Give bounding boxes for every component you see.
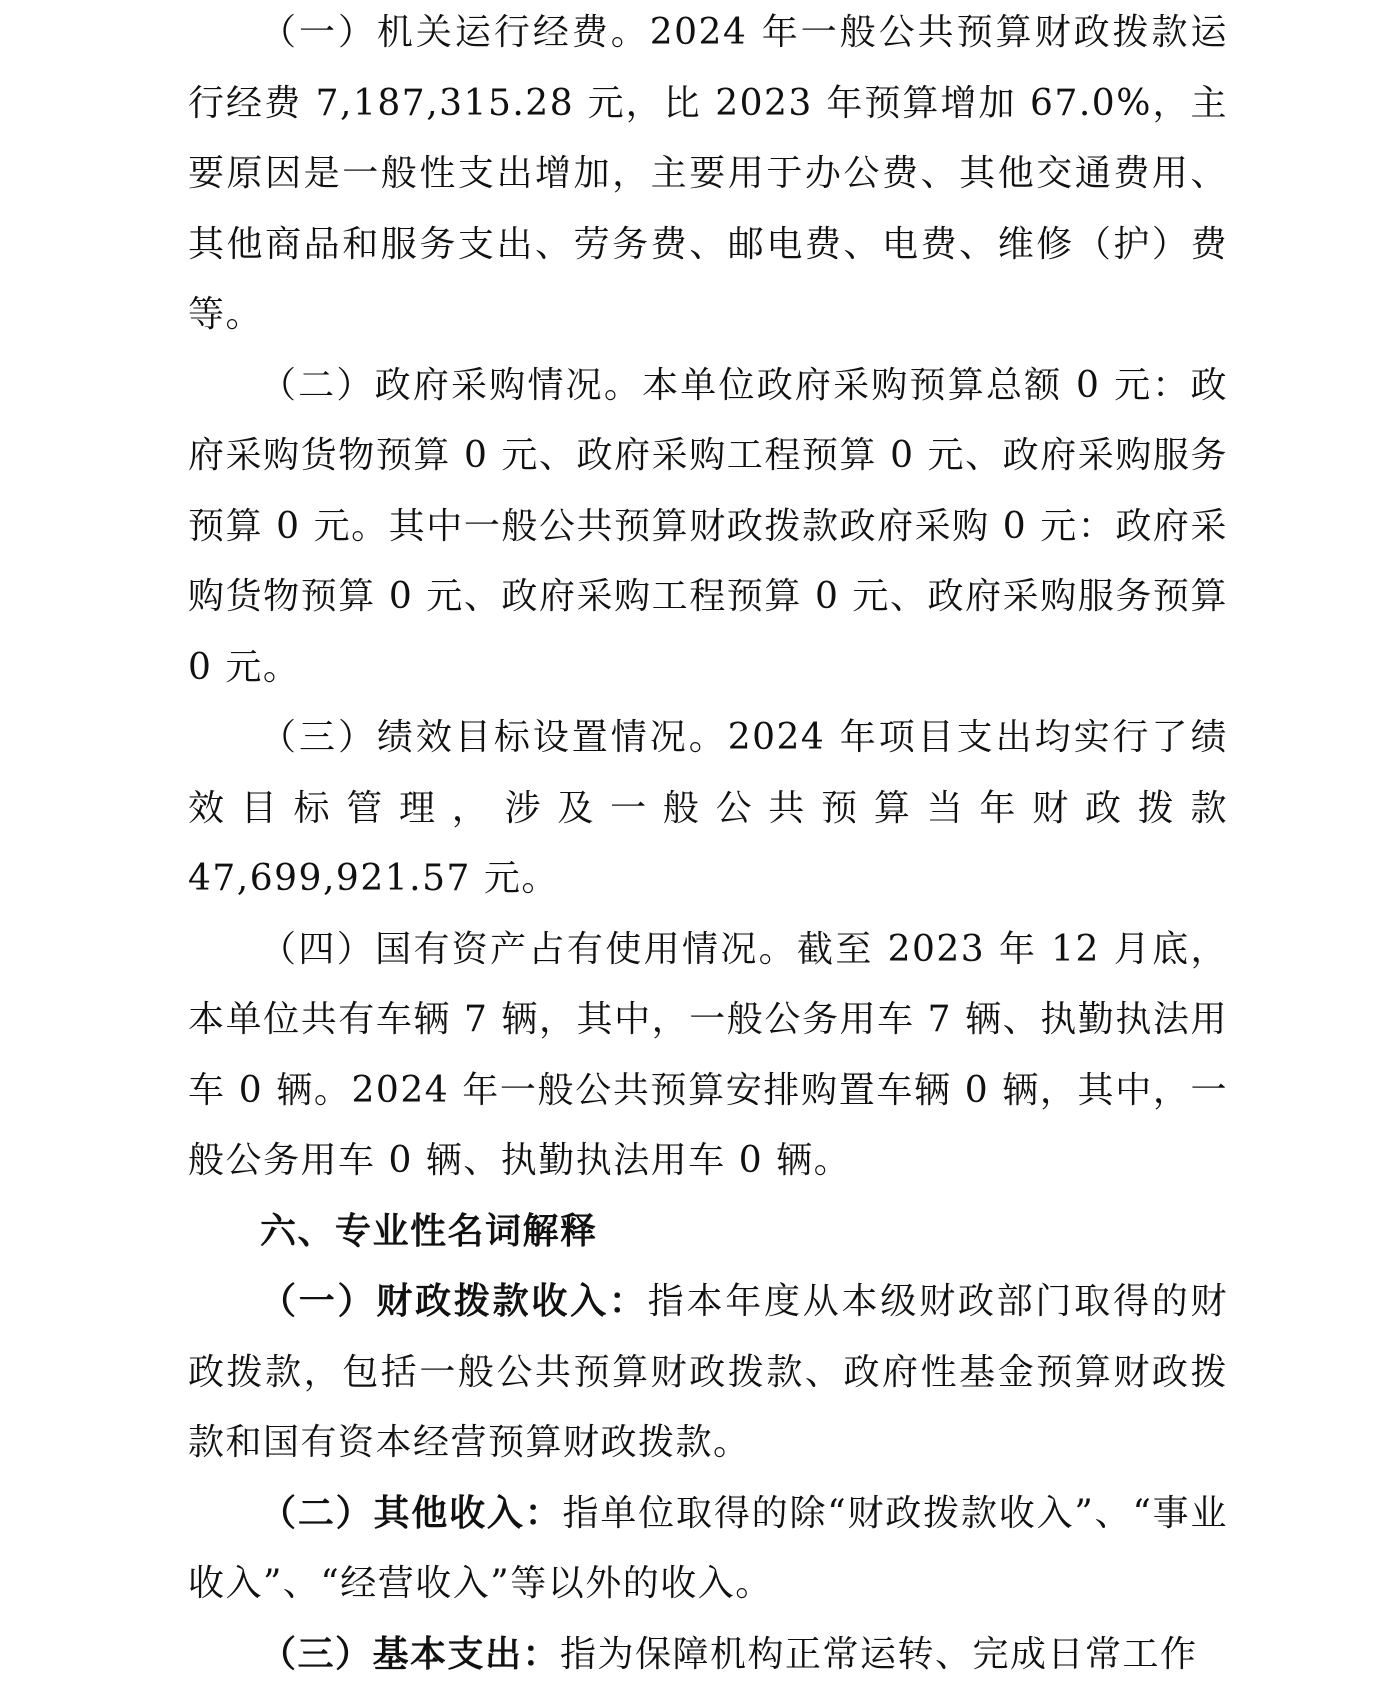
definition-text: 指单位取得的除“财政拨款收入”、“事业收入”、“经营收入”等以外的收入。 (188, 1493, 1228, 1605)
paragraph-state-assets (188, 915, 1228, 1197)
definition-text: 指为保障机构正常运转、完成日常工作 (560, 1634, 1198, 1675)
section-heading: 六、专业性名词解释 (188, 1197, 1228, 1268)
definition-term: （三）基本支出： (260, 1634, 560, 1675)
paragraph-government-procurement (188, 351, 1228, 704)
paragraph-text: 2024 年一般公共预算财政拨款运行经费 7,187,315.28 元，比 2023 年预算增加 67.0%，主要原因是一般性支出增加，主要用于办公费、其他交通费用、其他商品和服务支出、劳务费、邮电费、电费、维修（护）费等。 (188, 12, 1228, 335)
paragraph-label: （三）绩效目标设置情况。 (260, 717, 728, 758)
paragraph-operating-expenses (188, 0, 1228, 351)
paragraph-performance-targets (188, 703, 1228, 915)
definition-basic-expenditure (188, 1620, 1228, 1690)
paragraph-text: 截至 2023 年 12 月底，本单位共有车辆 7 辆，其中，一般公务用车 7 辆、执勤执法用车 0 辆。2024 年一般公共预算安排购置车辆 0 辆，其中，一般公务用车 0 辆、执勤执法用车 0 辆。 (188, 929, 1228, 1182)
definition-fiscal-appropriation-income (188, 1267, 1228, 1479)
paragraph-label: （二）政府采购情况。 (260, 365, 642, 406)
definition-text: 指本年度从本级财政部门取得的财政拨款，包括一般公共预算财政拨款、政府性基金预算财政拨款和国有资本经营预算财政拨款。 (188, 1281, 1228, 1463)
document-page (188, 0, 1228, 1690)
paragraph-text: 2024 年项目支出均实行了绩效目标管理，涉及一般公共预算当年财政拨款 47,699,921.57 元。 (188, 717, 1228, 899)
definition-term: （一）财政拨款收入： (260, 1281, 648, 1322)
definition-other-income (188, 1479, 1228, 1620)
paragraph-label: （四）国有资产占有使用情况。 (260, 929, 797, 970)
paragraph-label: （一）机关运行经费。 (260, 12, 650, 53)
definition-term: （二）其他收入： (260, 1493, 563, 1534)
paragraph-text: 本单位政府采购预算总额 0 元：政府采购货物预算 0 元、政府采购工程预算 0 元、政府采购服务预算 0 元。其中一般公共预算财政拨款政府采购 0 元：政府采购货物预算 0 元、政府采购工程预算 0 元、政府采购服务预算 0 元。 (188, 365, 1228, 688)
